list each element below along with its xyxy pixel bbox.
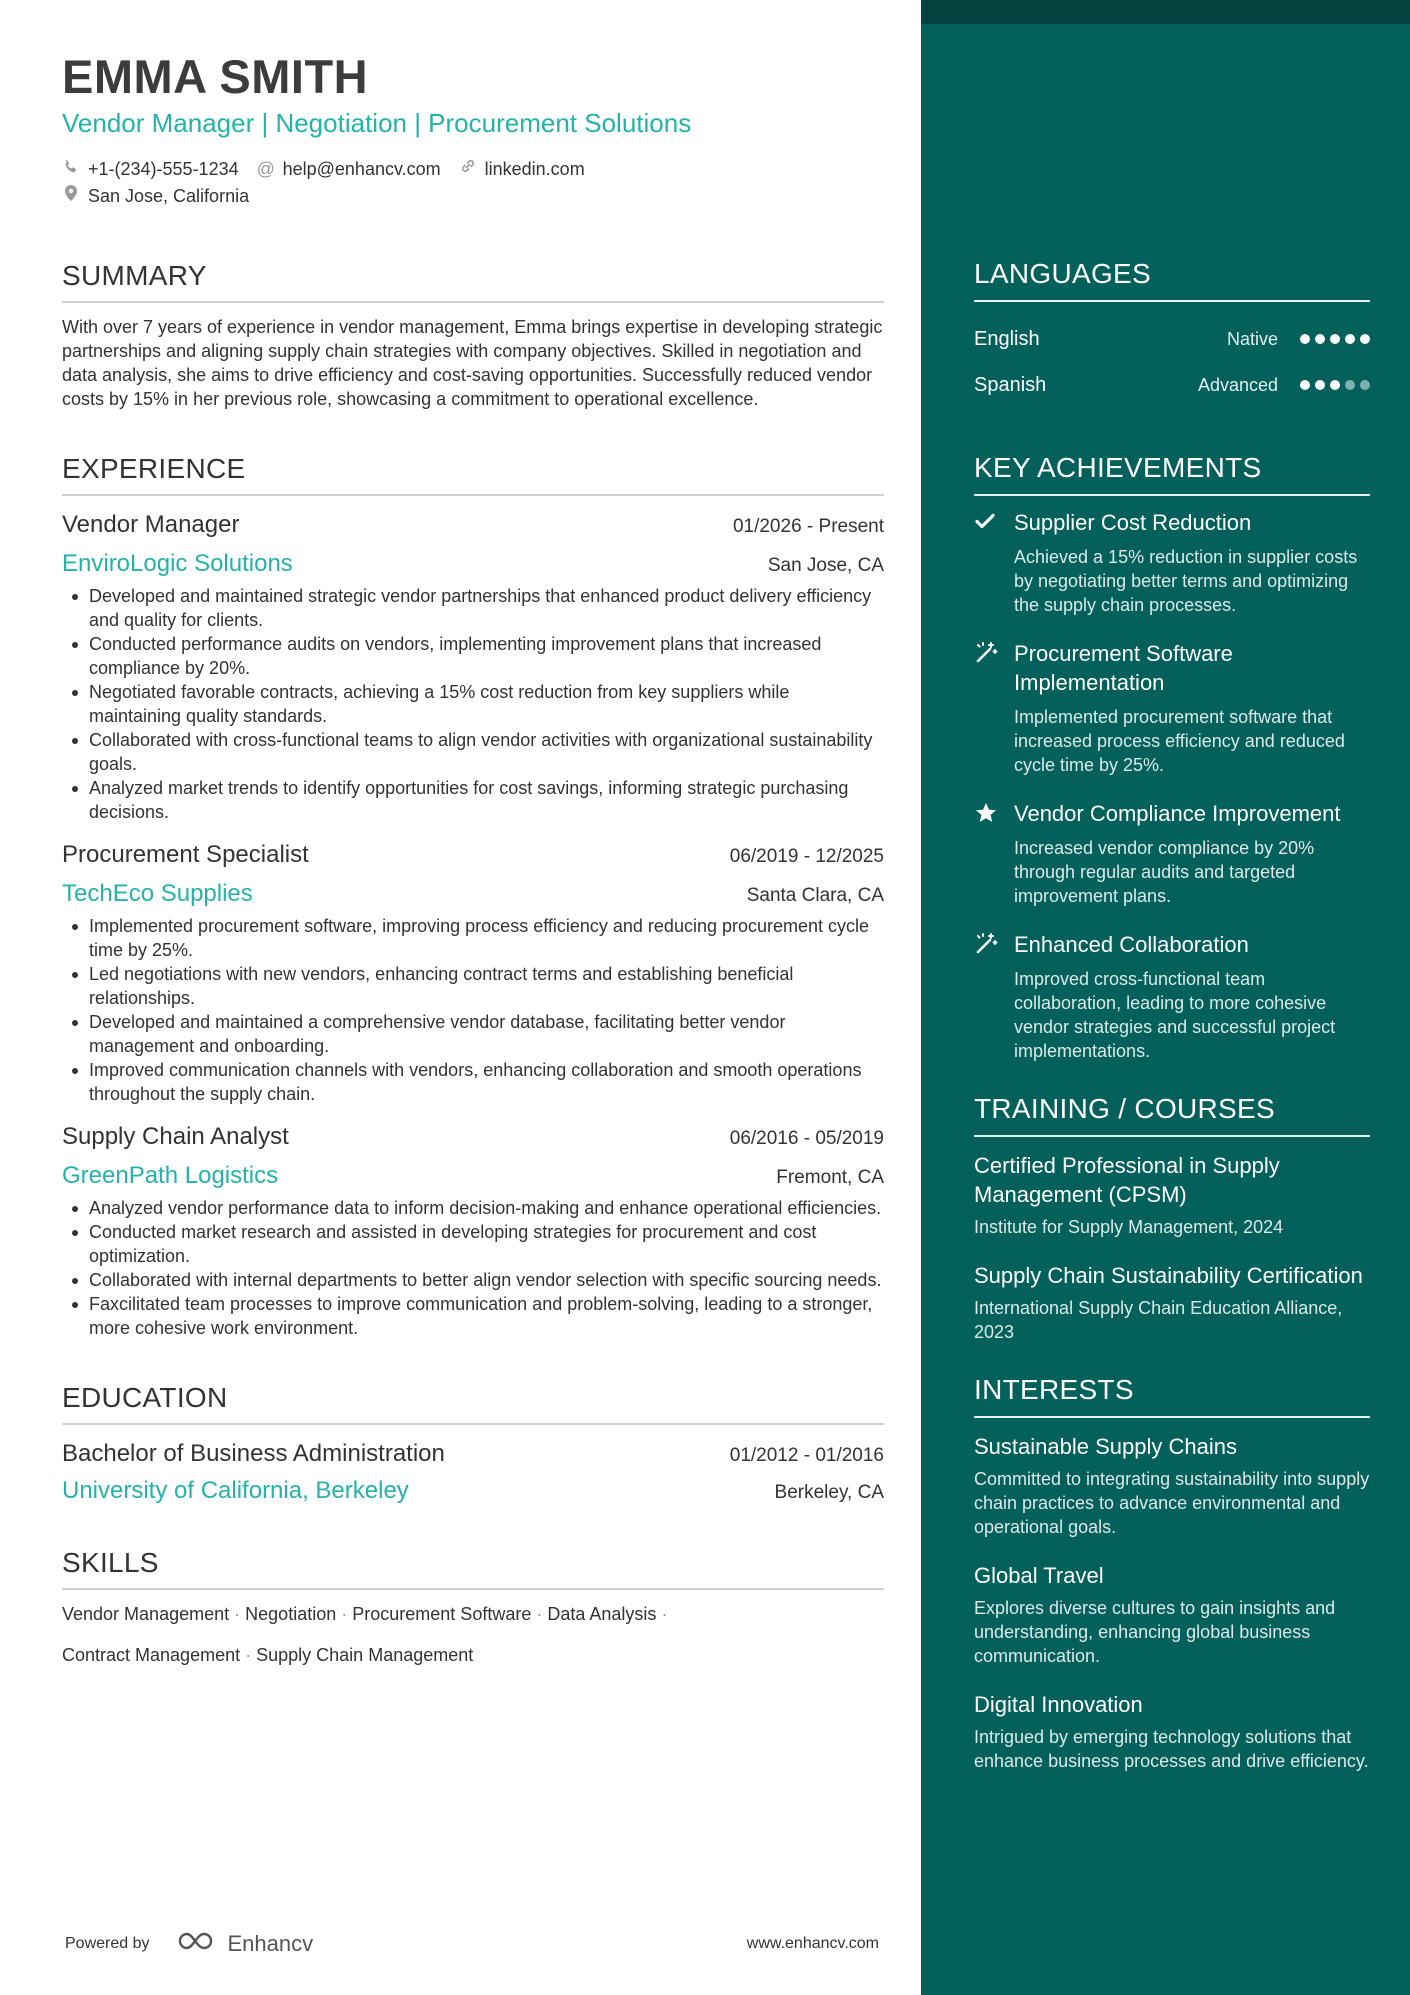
dot-filled: [1315, 334, 1325, 344]
skill-item: Negotiation: [245, 1604, 337, 1624]
magic-wand-icon: [974, 930, 1014, 1063]
dot-empty: [1345, 380, 1355, 390]
summary-text: With over 7 years of experience in vendor management, Emma brings expertise in developing strategic partnerships and aligning supply chain strategies with company objectives. Skilled in negotiation and data analysis, she aims to drive efficiency and cost-saving opportunities. Successfully reduced vendor costs by 15% in her previous role, showcasing a commitment to operational excellence.: [62, 317, 883, 409]
language-row: [974, 362, 1370, 408]
achievement-title: Enhanced Collaboration: [1014, 932, 1249, 957]
bullet-item: Collaborated with internal departments to better align vendor selection with specific sourcing needs.: [62, 1268, 884, 1292]
job-location: Fremont, CA: [776, 1167, 884, 1188]
footer-url[interactable]: www.enhancv.com: [746, 1935, 879, 1952]
bullet-item: Developed and maintained a comprehensive vendor database, facilitating better vendor management and onboarding.: [62, 1010, 884, 1058]
bullet-item: Conducted market research and assisted in developing strategies for procurement and cost optimization.: [62, 1220, 884, 1268]
language-row: [974, 316, 1370, 362]
job-bullets: [62, 914, 884, 1106]
training-heading: TRAINING / COURSES: [974, 1093, 1370, 1137]
dot-filled: [1360, 334, 1370, 344]
contact-phone: [62, 156, 239, 183]
job-title: Procurement Specialist: [62, 841, 309, 868]
magic-wand-icon: [974, 639, 1014, 777]
education-dates: 01/2012 - 01/2016: [729, 1445, 884, 1466]
skill-item: Supply Chain Management: [256, 1645, 474, 1665]
achievement-title: Vendor Compliance Improvement: [1014, 801, 1341, 826]
achievement-item: [974, 799, 1370, 908]
contact-email[interactable]: [257, 156, 441, 183]
interest-desc: Explores diverse cultures to gain insights and understanding, enhancing global business communication.: [974, 1598, 1336, 1666]
interest-desc: Intrigued by emerging technology solutions that enhance business processes and drive efficiency.: [974, 1727, 1369, 1771]
education-heading: EDUCATION: [62, 1382, 884, 1425]
course-org: Institute for Supply Management, 2024: [974, 1217, 1284, 1237]
course-org: International Supply Chain Education Alliance, 2023: [974, 1298, 1343, 1342]
experience-section: [62, 453, 884, 1340]
job-dates: 01/2026 - Present: [732, 516, 884, 537]
achievements-section: [974, 452, 1370, 1063]
at-icon: @: [256, 159, 275, 179]
interest-item: [974, 1432, 1370, 1539]
interest-desc: Committed to integrating sustainability into supply chain practices to advance environmental and operational goals.: [974, 1469, 1370, 1537]
achievement-title: Supplier Cost Reduction: [1014, 510, 1252, 535]
bullet-item: Implemented procurement software, improving process efficiency and reducing procurement cycle time by 25%.: [62, 914, 884, 962]
dot-empty: [1360, 380, 1370, 390]
achievement-item: [974, 508, 1370, 617]
languages-section: [974, 258, 1370, 408]
interest-item: [974, 1690, 1370, 1773]
language-name: Spanish: [974, 373, 1047, 396]
job-title: Vendor Manager: [62, 511, 240, 538]
skills-section: [62, 1547, 884, 1676]
training-section: [974, 1093, 1370, 1344]
course-title: Supply Chain Sustainability Certification: [974, 1263, 1363, 1288]
candidate-headline: Vendor Manager | Negotiation | Procurement Solutions: [62, 108, 692, 138]
job-location: San Jose, CA: [767, 555, 884, 576]
dot-filled: [1300, 334, 1310, 344]
degree-title: Bachelor of Business Administration: [62, 1440, 445, 1467]
achievement-desc: Achieved a 15% reduction in supplier costs by negotiating better terms and optimizing the supply chain processes.: [1014, 547, 1358, 615]
bullet-item: Faxcilitated team processes to improve communication and problem-solving, leading to a stronger, more cohesive work environment.: [62, 1292, 884, 1340]
bullet-item: Developed and maintained strategic vendor partnerships that enhanced product delivery efficiency and quality for clients.: [62, 584, 884, 632]
interest-title: Sustainable Supply Chains: [974, 1434, 1237, 1459]
education-location: Berkeley, CA: [774, 1482, 884, 1503]
bullet-item: Collaborated with cross-functional teams to align vendor activities with organizational sustainability goals.: [62, 728, 884, 776]
skill-item: Contract Management: [62, 1645, 241, 1665]
contact-location: [62, 183, 249, 210]
interest-title: Global Travel: [974, 1563, 1104, 1588]
job-entry: [62, 838, 884, 1106]
job-title: Supply Chain Analyst: [62, 1123, 289, 1150]
job-company: TechEco Supplies: [62, 880, 253, 907]
achievement-desc: Increased vendor compliance by 20% through regular audits and targeted improvement plans.: [1014, 838, 1315, 906]
job-dates: 06/2016 - 05/2019: [729, 1128, 884, 1149]
proficiency-dots: [1300, 380, 1370, 390]
link-icon: [459, 156, 477, 183]
bullet-item: Analyzed vendor performance data to inform decision-making and enhance operational efficiencies.: [62, 1196, 884, 1220]
dot-filled: [1330, 380, 1340, 390]
phone-text: +1-(234)-555-1234: [88, 159, 239, 179]
sidebar-top-bar: [921, 0, 1410, 24]
contact-linkedin[interactable]: [459, 156, 585, 183]
course-item: [974, 1261, 1370, 1344]
main-column: [62, 50, 884, 1676]
check-icon: [974, 508, 1014, 617]
powered-by-text: Powered by: [65, 1935, 150, 1952]
course-title: Certified Professional in Supply Management (CPSM): [974, 1153, 1280, 1207]
dot-filled: [1330, 334, 1340, 344]
bullet-item: Negotiated favorable contracts, achieving a 15% cost reduction from key suppliers while maintaining quality standards.: [62, 680, 884, 728]
bullet-item: Improved communication channels with vendors, enhancing collaboration and smooth operations throughout the supply chain.: [62, 1058, 884, 1106]
interest-title: Digital Innovation: [974, 1692, 1143, 1717]
job-company: GreenPath Logistics: [62, 1162, 279, 1189]
language-name: English: [974, 327, 1040, 350]
skill-separator: ·: [341, 1604, 348, 1624]
language-level: Native: [1226, 328, 1278, 349]
location-pin-icon: [62, 183, 80, 210]
skill-item: Data Analysis: [547, 1604, 657, 1624]
interests-section: [974, 1374, 1370, 1773]
email-text[interactable]: help@enhancv.com: [282, 159, 441, 179]
experience-heading: EXPERIENCE: [62, 453, 884, 496]
brand-text: Enhancv: [227, 1931, 314, 1956]
enhancv-logo[interactable]: [176, 1930, 314, 1958]
job-bullets: [62, 1196, 884, 1340]
candidate-name: EMMA SMITH: [62, 50, 369, 103]
dot-filled: [1315, 380, 1325, 390]
skill-separator: ·: [536, 1604, 543, 1624]
skill-separator: ·: [661, 1604, 668, 1624]
languages-heading: LANGUAGES: [974, 258, 1370, 302]
school-name: University of California, Berkeley: [62, 1477, 409, 1504]
job-entry: [62, 508, 884, 824]
skill-separator: ·: [245, 1645, 252, 1665]
skills-line-2: [62, 1635, 884, 1676]
sidebar: [921, 0, 1410, 1995]
phone-icon: [62, 156, 80, 183]
job-company: EnviroLogic Solutions: [62, 550, 293, 577]
star-icon: [974, 799, 1014, 908]
job-location: Santa Clara, CA: [746, 885, 884, 906]
skill-item: Procurement Software: [352, 1604, 532, 1624]
bullet-item: Analyzed market trends to identify opportunities for cost savings, informing strategic purchasing decisions.: [62, 776, 884, 824]
course-item: [974, 1151, 1370, 1239]
footer: [65, 1930, 879, 1958]
summary-section: [62, 260, 884, 411]
language-level: Advanced: [1197, 374, 1278, 395]
achievement-item: [974, 639, 1370, 777]
proficiency-dots: [1300, 334, 1370, 344]
skill-separator: ·: [234, 1604, 241, 1624]
job-dates: 06/2019 - 12/2025: [729, 846, 884, 867]
achievements-heading: KEY ACHIEVEMENTS: [974, 452, 1370, 496]
location-text: San Jose, California: [88, 186, 250, 206]
job-bullets: [62, 584, 884, 824]
bullet-item: Conducted performance audits on vendors, implementing improvement plans that increased compliance by 20%.: [62, 632, 884, 680]
dot-filled: [1300, 380, 1310, 390]
summary-heading: SUMMARY: [62, 260, 884, 303]
skill-item: Vendor Management: [62, 1604, 230, 1624]
interests-heading: INTERESTS: [974, 1374, 1370, 1418]
achievement-title: Procurement Software Implementation: [1014, 641, 1233, 695]
education-section: [62, 1382, 884, 1509]
job-entry: [62, 1120, 884, 1340]
interest-item: [974, 1561, 1370, 1668]
infinity-icon: [176, 1930, 222, 1958]
linkedin-text[interactable]: linkedin.com: [484, 159, 585, 179]
achievement-item: [974, 930, 1370, 1063]
skills-heading: SKILLS: [62, 1547, 884, 1590]
skills-line-1: [62, 1594, 884, 1635]
achievement-desc: Implemented procurement software that increased process efficiency and reduced cycle time by 25%.: [1014, 707, 1345, 775]
bullet-item: Led negotiations with new vendors, enhancing contract terms and establishing beneficial relationships.: [62, 962, 884, 1010]
achievement-desc: Improved cross-functional team collaboration, leading to more cohesive vendor strategies and successful project implementations.: [1014, 969, 1336, 1061]
contact-info: [62, 156, 884, 210]
dot-filled: [1345, 334, 1355, 344]
